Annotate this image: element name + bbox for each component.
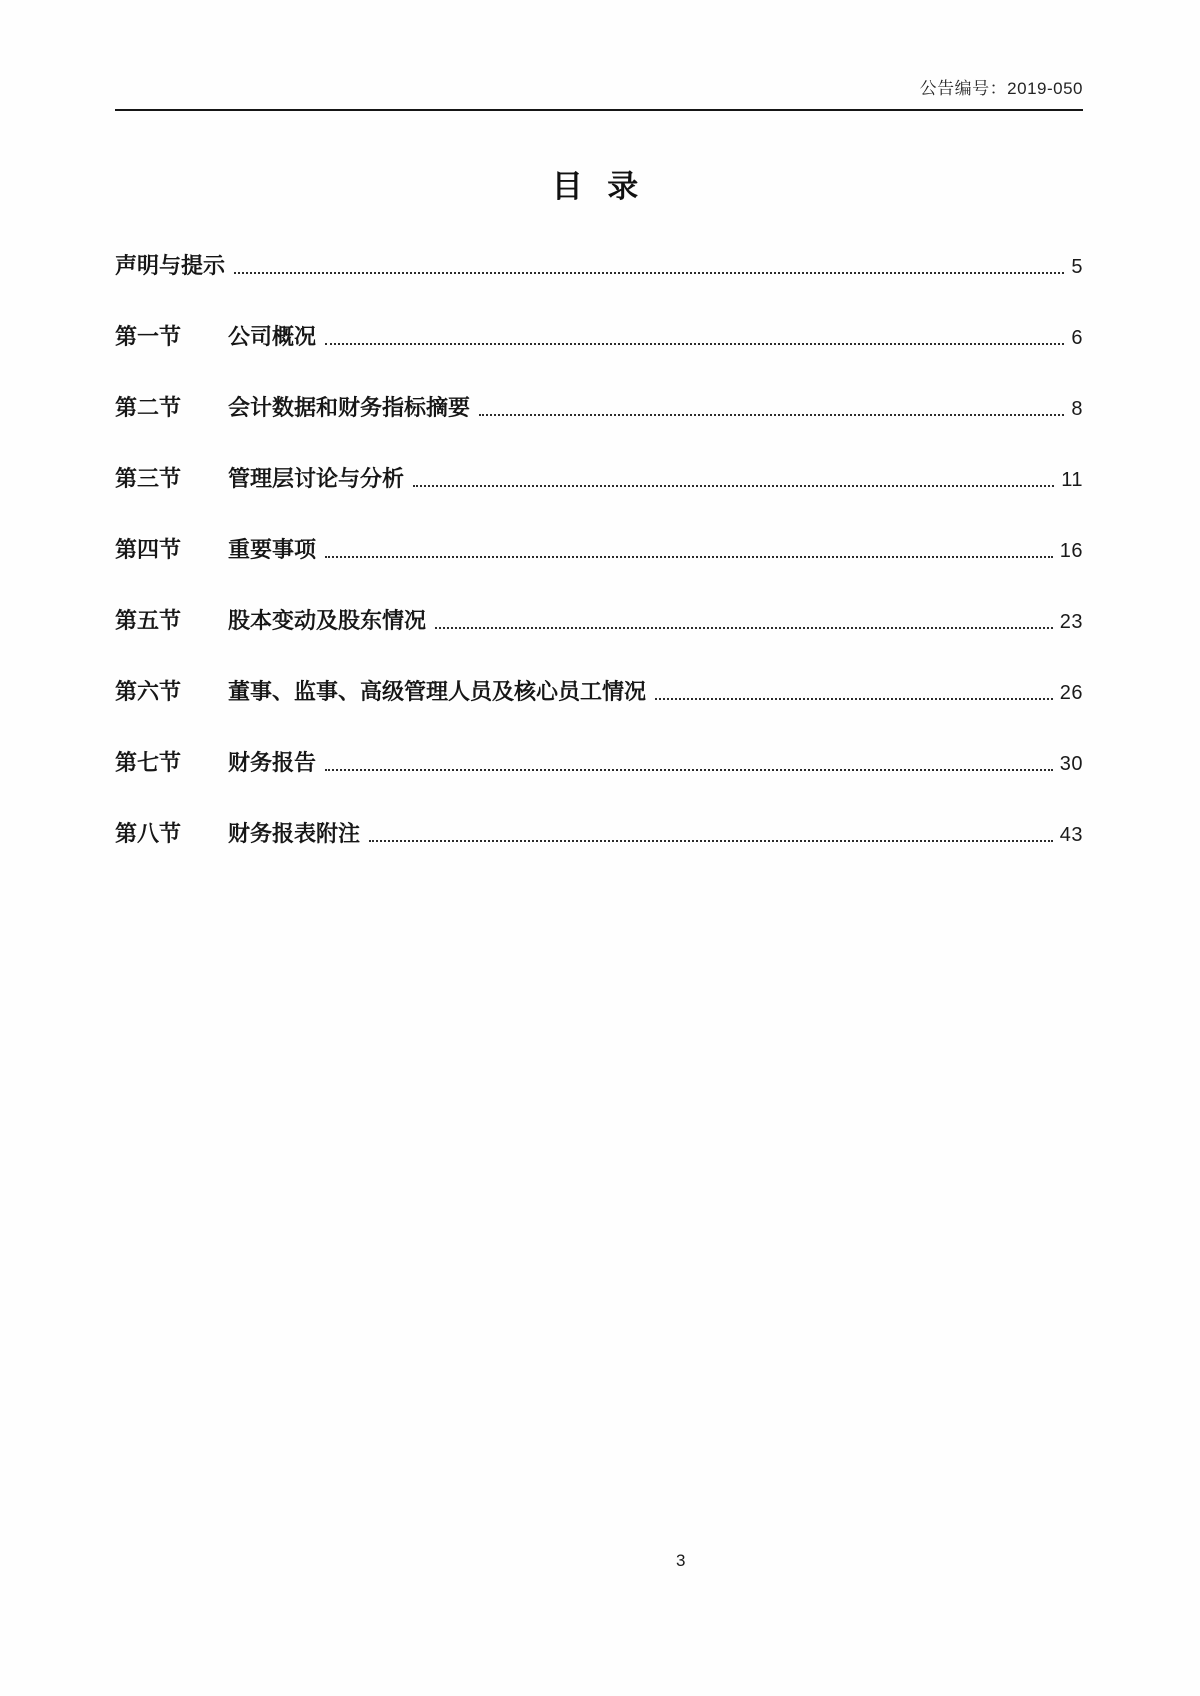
toc-entry-title: 声明与提示 xyxy=(115,253,226,278)
toc-entry xyxy=(115,821,1083,848)
dot-leader xyxy=(325,556,1053,558)
toc-entry-title: 财务报告 xyxy=(228,750,317,775)
toc-entry-page-number: 43 xyxy=(1059,824,1083,846)
toc-entry-section: 第一节 xyxy=(115,324,182,349)
dot-leader xyxy=(655,698,1053,700)
dot-leader xyxy=(325,769,1053,771)
toc-entry-title: 重要事项 xyxy=(228,537,317,562)
toc-entry xyxy=(115,395,1083,422)
toc-entry-section: 第六节 xyxy=(115,679,182,704)
toc-entry xyxy=(115,679,1083,706)
toc-entry-title: 公司概况 xyxy=(228,324,317,349)
dot-leader xyxy=(435,627,1053,629)
footer-page-number: 3 xyxy=(676,1551,686,1570)
toc-entry-section: 第二节 xyxy=(115,395,182,420)
toc-entry xyxy=(115,466,1083,493)
page-content xyxy=(115,0,1083,892)
dot-leader xyxy=(325,343,1064,345)
table-of-contents xyxy=(115,253,1083,848)
toc-entry-title: 董事、监事、高级管理人员及核心员工情况 xyxy=(228,679,647,704)
dot-leader xyxy=(234,272,1064,274)
toc-entry xyxy=(115,324,1083,351)
toc-entry-page-number: 5 xyxy=(1071,256,1083,278)
toc-entry-section: 第三节 xyxy=(115,466,182,491)
toc-entry-title: 管理层讨论与分析 xyxy=(228,466,405,491)
toc-entry-page-number: 30 xyxy=(1059,753,1083,775)
dot-leader xyxy=(413,485,1054,487)
toc-entry-page-number: 11 xyxy=(1061,469,1083,491)
toc-entry-title: 会计数据和财务指标摘要 xyxy=(228,395,471,420)
toc-entry-section: 第五节 xyxy=(115,608,182,633)
toc-entry-page-number: 6 xyxy=(1071,327,1083,349)
page-title: 目 录 xyxy=(551,169,647,204)
announcement-number: 公告编号：2019-050 xyxy=(115,0,1083,111)
toc-entry xyxy=(115,608,1083,635)
toc-entry-section: 第七节 xyxy=(115,750,182,775)
toc-entry-title: 财务报表附注 xyxy=(228,821,361,846)
toc-entry-page-number: 26 xyxy=(1059,682,1083,704)
toc-entry-title: 股本变动及股东情况 xyxy=(228,608,427,633)
toc-entry-section: 第八节 xyxy=(115,821,182,846)
dot-leader xyxy=(479,414,1064,416)
toc-entry xyxy=(115,537,1083,564)
toc-entry-page-number: 16 xyxy=(1059,540,1083,562)
toc-entry-page-number: 23 xyxy=(1059,611,1083,633)
dot-leader xyxy=(369,840,1053,842)
toc-entry-page-number: 8 xyxy=(1071,398,1083,420)
toc-entry xyxy=(115,253,1083,280)
toc-entry-section: 第四节 xyxy=(115,537,182,562)
toc-entry xyxy=(115,750,1083,777)
